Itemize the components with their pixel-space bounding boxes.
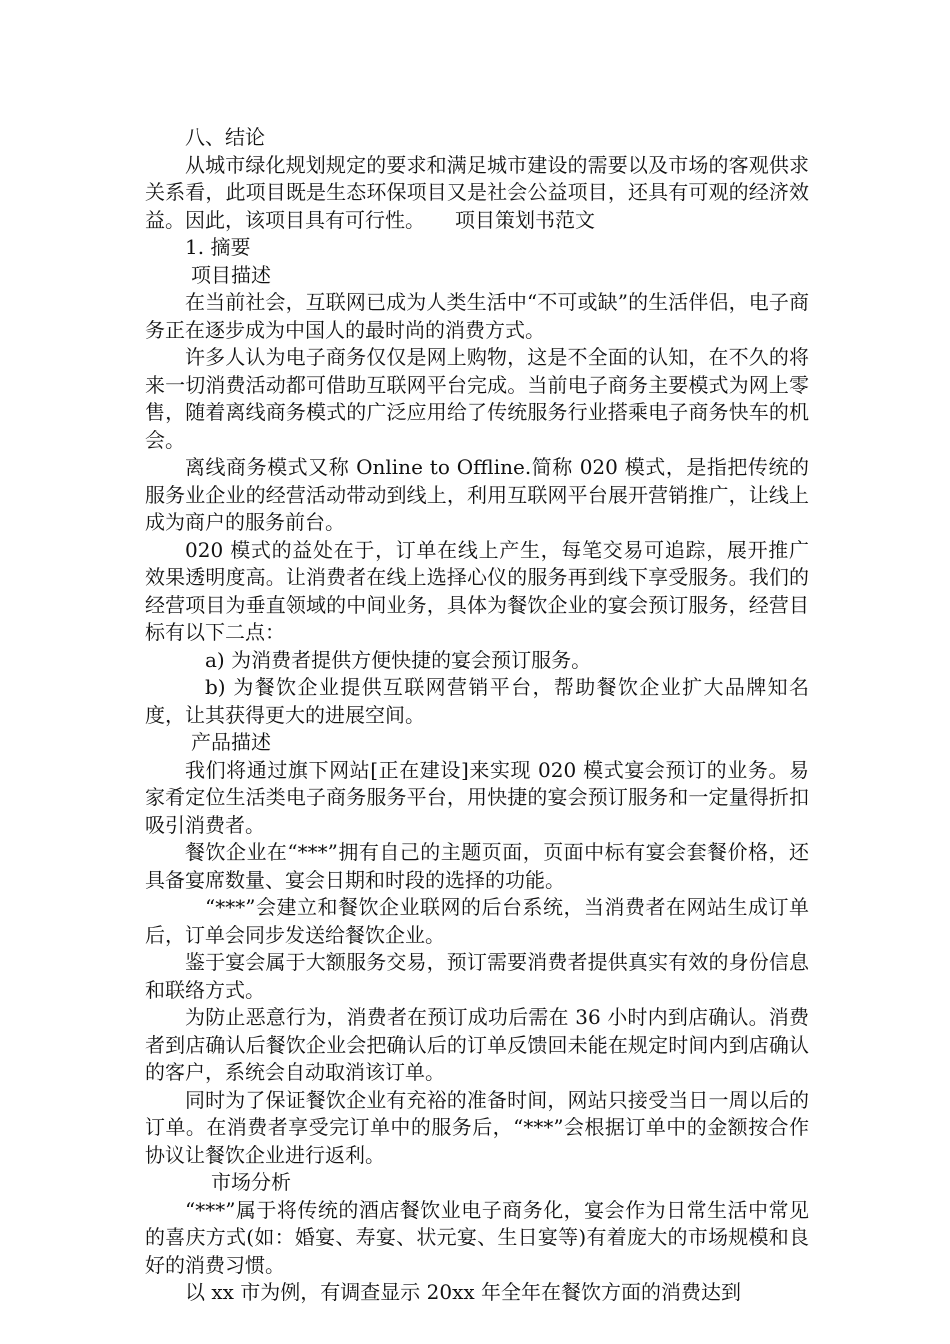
paragraph: 我们将通过旗下网站[正在建设]来实现 020 模式宴会预订的业务。易家肴定位生活类电子商务服务平台，用快捷的宴会预订服务和一定量得折扣吸引消费者。	[145, 757, 809, 837]
section-heading-conclusion: 八、结论	[185, 125, 265, 149]
document-body	[145, 124, 809, 1307]
paragraph: 离线商务模式又称 Online to Offline.简称 020 模式，是指把传统的服务业企业的经营活动带动到线上，利用互联网平台展开营销推广，让线上成为商户的服务前台。	[145, 455, 809, 534]
subheading-project-description: 项目描述	[191, 262, 271, 287]
paragraph: 鉴于宴会属于大额服务交易，预订需要消费者提供真实有效的身份信息和联络方式。	[145, 950, 809, 1002]
section-heading-summary: 1. 摘要	[185, 235, 251, 259]
paragraph: 为防止恶意行为，消费者在预订成功后需在 36 小时内到店确认。消费者到店确认后餐饮企业会把确认后的订单反馈回未能在规定时间内到店确认的客户，系统会自动取消该订单。	[145, 1005, 809, 1084]
paragraph: “***”会建立和餐饮企业联网的后台系统，当消费者在网站生成订单后，订单会同步发送给餐饮企业。	[145, 895, 809, 947]
paragraph: “***”属于将传统的酒店餐饮业电子商务化，宴会作为日常生活中常见的喜庆方式(如：婚宴、寿宴、状元宴、生日宴等)有着庞大的市场规模和良好的消费习惯。	[145, 1197, 809, 1277]
paragraph: 餐饮企业在“***”拥有自己的主题页面，页面中标有宴会套餐价格，还具备宴席数量、宴会日期和时段的选择的功能。	[145, 840, 809, 892]
paragraph: 同时为了保证餐饮企业有充裕的准备时间，网站只接受当日一周以后的订单。在消费者享受完订单中的服务后，“***”会根据订单中的金额按合作协议让餐饮企业进行返利。	[145, 1087, 809, 1167]
subheading-market-analysis: 市场分析	[211, 1170, 291, 1194]
list-item: a) 为消费者提供方便快捷的宴会预订服务。	[205, 647, 592, 672]
list-item: b) 为餐饮企业提供互联网营销平台，帮助餐饮企业扩大品牌知名度，让其获得更大的进展空间。	[145, 675, 809, 727]
paragraph: 以 xx 市为例，有调查显示 20xx 年全年在餐饮方面的消费达到	[185, 1280, 741, 1304]
paragraph: 从城市绿化规划规定的要求和满足城市建设的需要以及市场的客观供求关系看，此项目既是生态环保项目又是社会公益项目，还具有可观的经济效益。因此，该项目具有可行性。 项目策划书范文	[145, 152, 809, 232]
paragraph: 020 模式的益处在于，订单在线上产生，每笔交易可追踪，展开推广效果透明度高。让消费者在线上选择心仪的服务再到线下享受服务。我们的经营项目为垂直领域的中间业务，具体为餐饮企业的宴会预订服务，经营目标有以下二点：	[145, 537, 809, 644]
paragraph: 许多人认为电子商务仅仅是网上购物，这是不全面的认知，在不久的将来一切消费活动都可借助互联网平台完成。当前电子商务主要模式为网上零售，随着离线商务模式的广泛应用给了传统服务行业搭乘电子商务快车的机会。	[145, 345, 809, 452]
subheading-product-description: 产品描述	[191, 730, 271, 754]
paragraph: 在当前社会，互联网已成为人类生活中“不可或缺”的生活伴侣，电子商务正在逐步成为中国人的最时尚的消费方式。	[145, 290, 809, 342]
